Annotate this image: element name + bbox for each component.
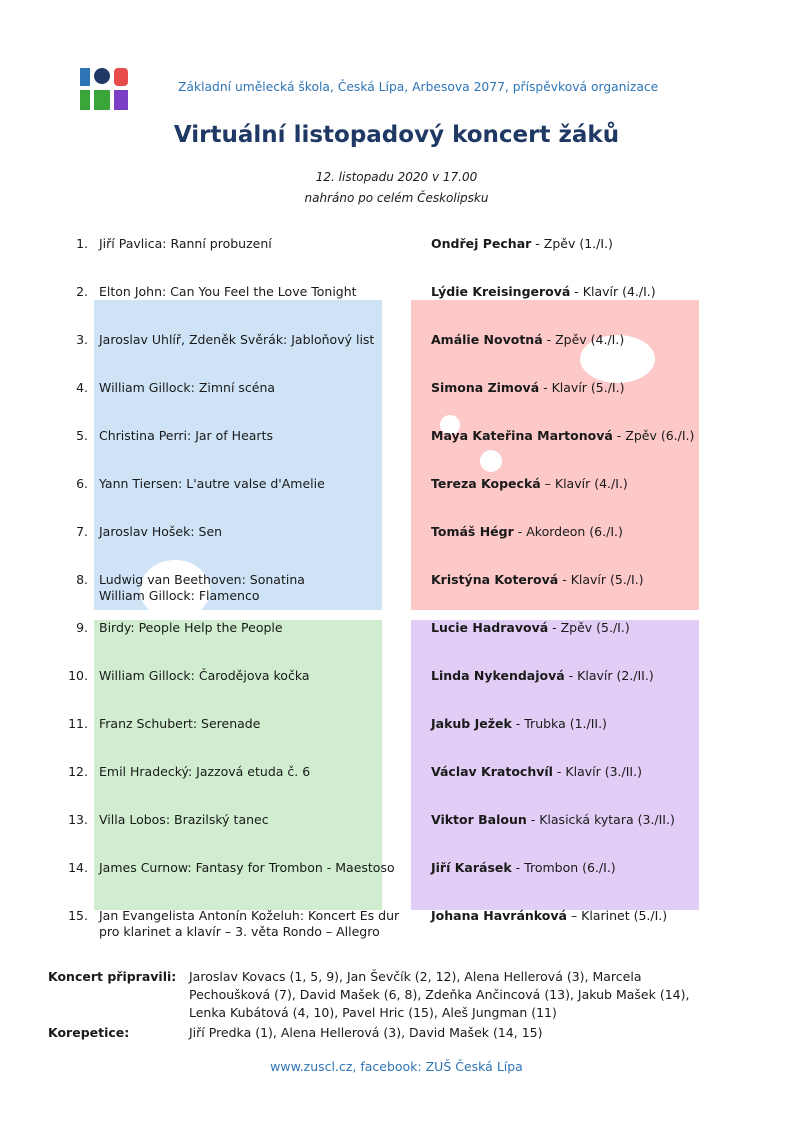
program-piece	[99, 716, 409, 732]
performer-instrument: – Klavír (4./I.)	[540, 476, 628, 491]
program-piece	[99, 860, 409, 876]
performer-name: Viktor Baloun	[431, 812, 527, 827]
performer-name: Václav Kratochvíl	[431, 764, 553, 779]
program-performer	[431, 860, 731, 876]
program-piece-line: Ludwig van Beethoven: Sonatina	[99, 572, 305, 587]
credits-accomp-text: Jiří Predka (1), Alena Hellerová (3), David Mašek (14, 15)	[189, 1025, 543, 1040]
program-piece-line: Emil Hradecký: Jazzová etuda č. 6	[99, 764, 311, 779]
program-piece	[99, 332, 409, 348]
credits-prepared-label: Koncert připravili:	[48, 969, 177, 984]
program-piece-line: William Gillock: Čarodějova kočka	[99, 668, 310, 683]
performer-name: Simona Zimová	[431, 380, 540, 395]
performer-instrument: - Klavír (5./I.)	[558, 572, 644, 587]
performer-instrument: - Zpěv (5./I.)	[548, 620, 630, 635]
program-piece-line: pro klarinet a klavír – 3. věta Rondo – Allegro	[99, 924, 380, 939]
footer-links: www.zuscl.cz, facebook: ZUŠ Česká Lípa	[270, 1059, 523, 1074]
program-piece	[99, 524, 409, 540]
program-number: 11.	[68, 716, 88, 731]
program-piece	[99, 812, 409, 828]
performer-name: Kristýna Koterová	[431, 572, 559, 587]
program-piece	[99, 668, 409, 684]
performer-name: Lýdie Kreisingerová	[431, 284, 571, 299]
performer-name: Lucie Hadravová	[431, 620, 549, 635]
credits-prepared-text: Jaroslav Kovacs (1, 5, 9), Jan Ševčík (2, 12), Alena Hellerová (3), Marcela Pechoušková (7), David Mašek (6, 8), Zdeňka Ančincová (13), Jakub Mašek (14), Lenka Kubátová (4, 10), Pavel Hric (15), Aleš Jungman (11)	[189, 969, 690, 1020]
performer-instrument: – Klarinet (5./I.)	[566, 908, 668, 923]
program-performer	[431, 428, 731, 444]
performer-name: Jiří Karásek	[431, 860, 512, 875]
performer-name: Ondřej Pechar	[431, 236, 532, 251]
performer-name: Maya Kateřina Martonová	[431, 428, 613, 443]
program-number: 14.	[68, 860, 88, 875]
program-number: 6.	[76, 476, 88, 491]
credits-accomp-label: Korepetice:	[48, 1025, 130, 1040]
program-number: 4.	[76, 380, 88, 395]
program-piece-line: Jaroslav Hošek: Sen	[99, 524, 223, 539]
performer-name: Johana Havránková	[431, 908, 567, 923]
performer-instrument: - Klavír (4./I.)	[570, 284, 656, 299]
performer-name: Tomáš Hégr	[431, 524, 514, 539]
program-number: 1.	[76, 236, 88, 251]
program-number: 15.	[68, 908, 88, 923]
program-piece-line: William Gillock: Zimní scéna	[99, 380, 276, 395]
page-title: Virtuální listopadový koncert žáků	[173, 122, 620, 148]
program-number: 12.	[68, 764, 88, 779]
program-piece-line: James Curnow: Fantasy for Trombon - Maestoso	[99, 860, 395, 875]
program-piece	[99, 620, 409, 636]
program-piece	[99, 380, 409, 396]
performer-name: Amálie Novotná	[431, 332, 543, 347]
program-piece-line: Villa Lobos: Brazilský tanec	[99, 812, 269, 827]
program-number: 3.	[76, 332, 88, 347]
program-piece-line: Jaroslav Uhlíř, Zdeněk Svěrák: Jabloňový list	[99, 332, 375, 347]
program-piece-line: Elton John: Can You Feel the Love Tonight	[99, 284, 357, 299]
performer-instrument: - Zpěv (4./I.)	[542, 332, 625, 347]
program-performer	[431, 668, 731, 684]
performer-instrument: - Trombon (6./I.)	[511, 860, 616, 875]
program-performer	[431, 236, 731, 252]
program-piece-line: Franz Schubert: Serenade	[99, 716, 261, 731]
program-piece	[99, 572, 409, 604]
performer-instrument: - Akordeon (6./I.)	[513, 524, 623, 539]
program-performer	[431, 620, 731, 636]
organization-name: Základní umělecká škola, Česká Lípa, Arbesova 2077, příspěvková organizace	[178, 80, 659, 94]
concert-date: 12. listopadu 2020 v 17.00	[315, 170, 478, 184]
program-piece	[99, 428, 409, 444]
background-figure-shape	[480, 450, 502, 472]
program-number: 5.	[76, 428, 88, 443]
program-performer	[431, 812, 731, 828]
program-number: 7.	[76, 524, 88, 539]
performer-instrument: - Klavír (3./II.)	[552, 764, 642, 779]
program-number: 9.	[76, 620, 88, 635]
performer-instrument: - Klavír (5./I.)	[539, 380, 625, 395]
program-performer	[431, 908, 731, 924]
program-performer	[431, 572, 731, 588]
program-number: 2.	[76, 284, 88, 299]
performer-name: Jakub Ježek	[431, 716, 512, 731]
program-performer	[431, 764, 731, 780]
performer-name: Tereza Kopecká	[431, 476, 541, 491]
program-piece	[99, 764, 409, 780]
program-piece	[99, 476, 409, 492]
program-piece	[99, 284, 409, 300]
performer-instrument: - Zpěv (1./I.)	[531, 236, 613, 251]
program-performer	[431, 716, 731, 732]
program-number: 10.	[68, 668, 88, 683]
program-performer	[431, 524, 731, 540]
program-performer	[431, 332, 731, 348]
program-performer	[431, 380, 731, 396]
program-piece-line: Jan Evangelista Antonín Koželuh: Koncert Es dur	[99, 908, 400, 923]
performer-instrument: - Klavír (2./II.)	[564, 668, 654, 683]
program-piece-line: Jiří Pavlica: Ranní probuzení	[99, 236, 272, 251]
program-piece	[99, 236, 409, 252]
concert-location: nahráno po celém Českolipsku	[304, 191, 489, 205]
performer-instrument: - Trubka (1./II.)	[511, 716, 607, 731]
program-piece-line: Christina Perri: Jar of Hearts	[99, 428, 273, 443]
program-piece	[99, 908, 409, 940]
program-piece-line: William Gillock: Flamenco	[99, 588, 260, 603]
program-piece-line: Birdy: People Help the People	[99, 620, 283, 635]
program-piece-line: Yann Tiersen: L'autre valse d'Amelie	[99, 476, 325, 491]
performer-name: Linda Nykendajová	[431, 668, 565, 683]
program-performer	[431, 476, 731, 492]
school-logo-icon	[78, 66, 130, 112]
program-number: 13.	[68, 812, 88, 827]
program-number: 8.	[76, 572, 88, 587]
performer-instrument: - Zpěv (6./I.)	[612, 428, 695, 443]
program-performer	[431, 284, 731, 300]
performer-instrument: - Klasická kytara (3./II.)	[526, 812, 675, 827]
